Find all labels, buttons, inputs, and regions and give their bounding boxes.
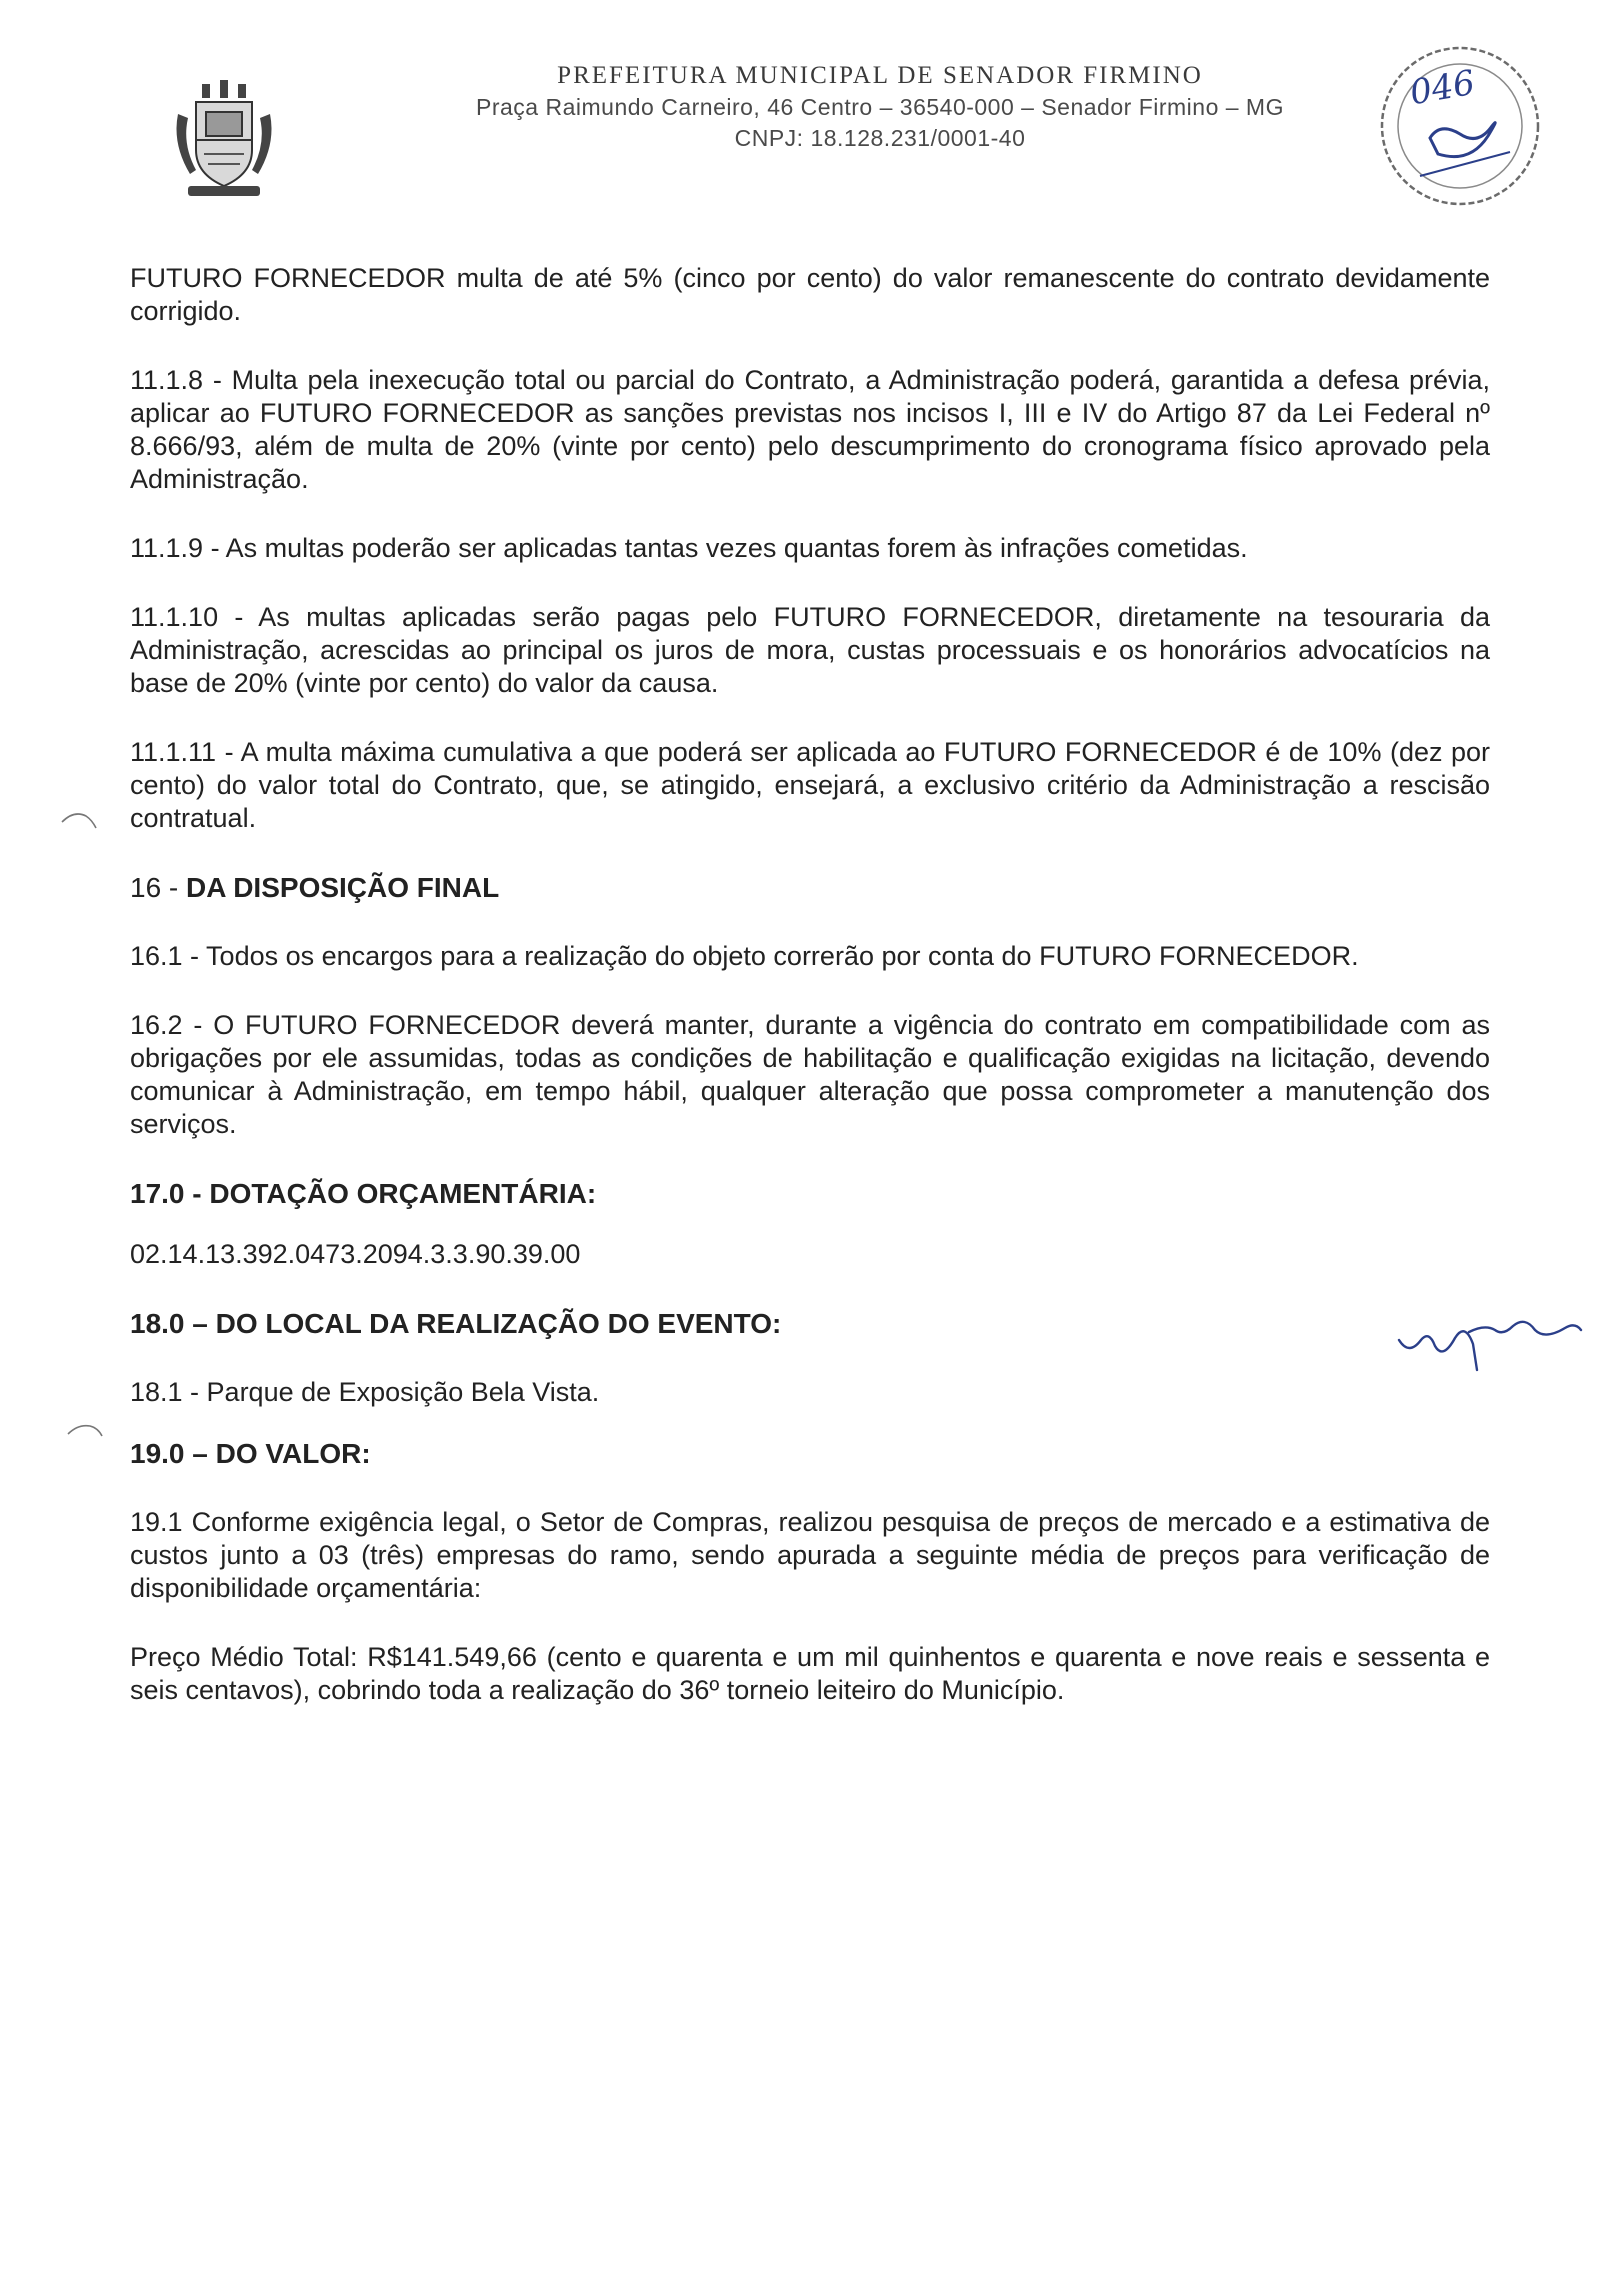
clause-11-1-8: 11.1.8 - Multa pela inexecução total ou parcial do Contrato, a Administração poderá, garantida a defesa prévia, aplicar ao FUTURO FORNECEDOR as sanções previstas nos incisos I, III e IV do Artigo 87 da Lei Federal nº 8.666/93, além de multa de 20% (vinte por cento) pelo descumprimento do cronograma físico aprovado pela Administração. bbox=[130, 365, 1490, 494]
average-price-statement: Preço Médio Total: R$141.549,66 (cento e quarenta e um mil quinhentos e quarenta e nove reais e sessenta e seis centavos), cobrindo toda a realização do 36º torneio leiteiro do Município. bbox=[130, 1642, 1490, 1705]
page-number-stamp-icon bbox=[1360, 26, 1560, 226]
letterhead-address: Praça Raimundo Carneiro, 46 Centro – 36540-000 – Senador Firmino – MG bbox=[476, 94, 1284, 120]
document-body bbox=[130, 262, 1490, 1707]
margin-mark bbox=[66, 1418, 106, 1442]
section-16-title: DA DISPOSIÇÃO FINAL bbox=[186, 872, 500, 903]
margin-mark bbox=[60, 808, 100, 832]
clause-16-2: 16.2 - O FUTURO FORNECEDOR deverá manter, durante a vigência do contrato em compatibilidade com as obrigações por ele assumidas, todas as condições de habilitação e qualificação exigidas na licitação, devendo comunicar à Administração, em tempo hábil, qualquer alteração que possa comprometer a manutenção dos serviços. bbox=[130, 1010, 1490, 1139]
clause-11-1-10: 11.1.10 - As multas aplicadas serão pagas pelo FUTURO FORNECEDOR, diretamente na tesouraria da Administração, acrescidas ao principal os juros de mora, custas processuais e os honorários advocatícios na base de 20% (vinte por cento) do valor da causa. bbox=[130, 602, 1490, 698]
section-16-heading bbox=[130, 871, 1490, 904]
clause-16-1: 16.1 - Todos os encargos para a realização do objeto correrão por conta do FUTURO FORNECEDOR. bbox=[130, 941, 1359, 971]
handwritten-signature bbox=[1395, 1300, 1585, 1380]
paragraph-continuation: FUTURO FORNECEDOR multa de até 5% (cinco por cento) do valor remanescente do contrato devidamente corrigido. bbox=[130, 263, 1490, 326]
clause-11-1-9: 11.1.9 - As multas poderão ser aplicadas tantas vezes quantas forem às infrações cometidas. bbox=[130, 533, 1248, 563]
clause-19-1: 19.1 Conforme exigência legal, o Setor de Compras, realizou pesquisa de preços de mercado e a estimativa de custos junto a 03 (três) empresas do ramo, sendo apurada a seguinte média de preços para verificação de disponibilidade orçamentária: bbox=[130, 1507, 1490, 1603]
section-18-heading: 18.0 – DO LOCAL DA REALIZAÇÃO DO EVENTO: bbox=[130, 1308, 782, 1339]
coat-of-arms-icon bbox=[168, 74, 280, 202]
clause-11-1-11: 11.1.11 - A multa máxima cumulativa a que poderá ser aplicada ao FUTURO FORNECEDOR é de 10% (dez por cento) do valor total do Contrato, que, se atingido, ensejará, a exclusivo critério da Administração a rescisão contratual. bbox=[130, 737, 1490, 833]
letterhead-org: PREFEITURA MUNICIPAL DE SENADOR FIRMINO bbox=[557, 62, 1203, 89]
section-16-number: 16 - bbox=[130, 872, 187, 903]
letterhead bbox=[380, 62, 1380, 152]
clause-18-1: 18.1 - Parque de Exposição Bela Vista. bbox=[130, 1377, 600, 1407]
section-17-heading: 17.0 - DOTAÇÃO ORÇAMENTÁRIA: bbox=[130, 1178, 597, 1209]
page-number-stamp: 046 bbox=[1407, 62, 1478, 114]
letterhead-cnpj: CNPJ: 18.128.231/0001-40 bbox=[734, 125, 1026, 151]
budget-allocation-code: 02.14.13.392.0473.2094.3.3.90.39.00 bbox=[130, 1239, 581, 1269]
section-19-heading: 19.0 – DO VALOR: bbox=[130, 1438, 371, 1469]
